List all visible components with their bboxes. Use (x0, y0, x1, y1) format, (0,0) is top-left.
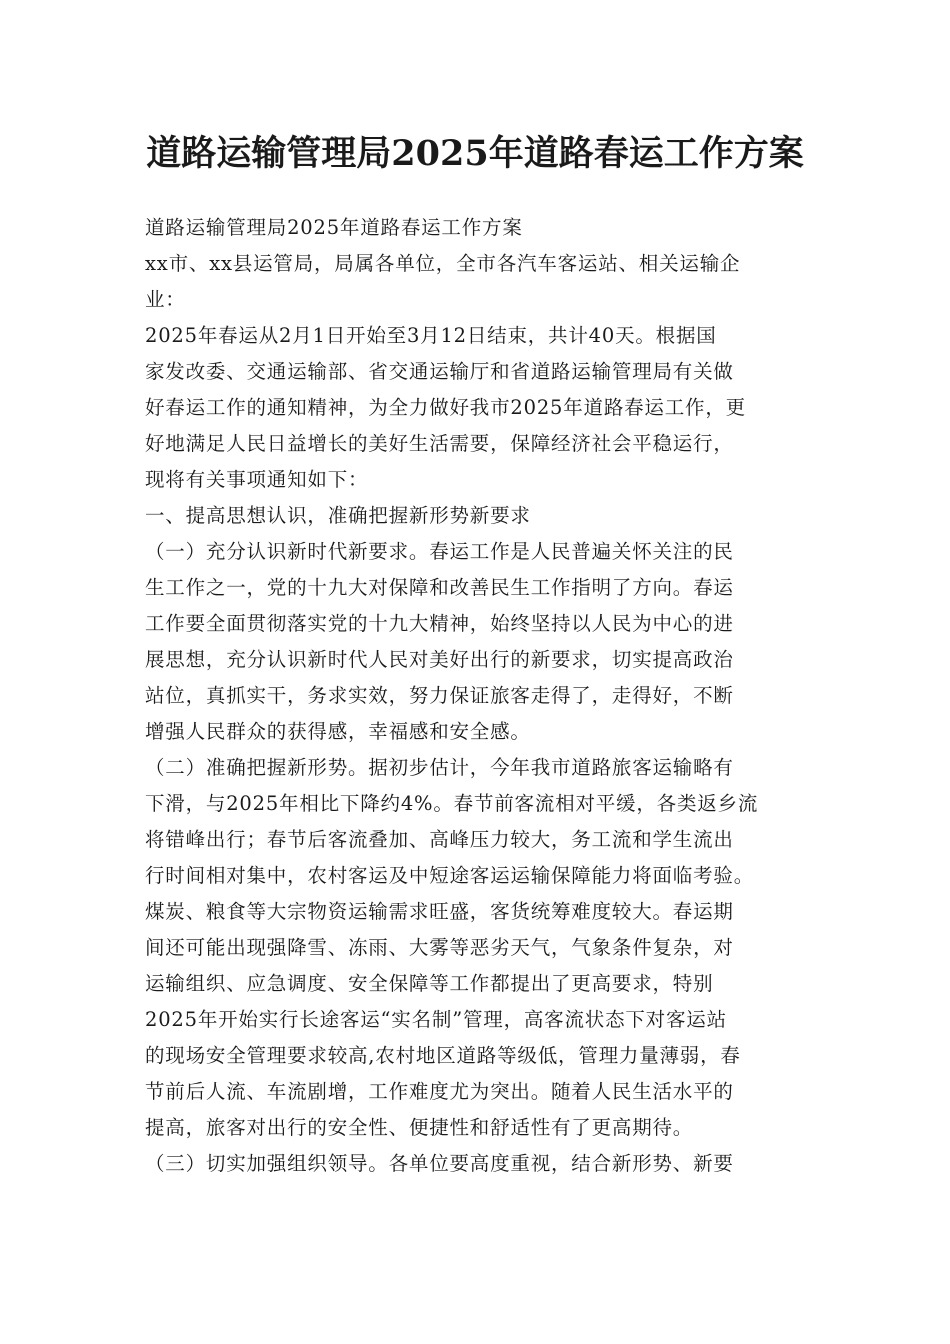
paragraph-line: 下滑，与2025年相比下降约4%。春节前客流相对平缓，各类返乡流 (145, 792, 759, 815)
addressee-line: xx市、xx县运管局，局属各单位，全市各汽车客运站、相关运输企 (145, 252, 741, 275)
paragraph-line: 煤炭、粮食等大宗物资运输需求旺盛，客货统筹难度较大。春运期 (145, 900, 734, 923)
section-heading: 一、提高思想认识，准确把握新形势新要求 (145, 504, 531, 527)
paragraph-line: 间还可能出现强降雪、冻雨、大雾等恶劣天气，气象条件复杂，对 (145, 936, 734, 959)
paragraph-line: 生工作之一，党的十九大对保障和改善民生工作指明了方向。春运 (145, 576, 734, 599)
paragraph-line: 提高，旅客对出行的安全性、便捷性和舒适性有了更高期待。 (145, 1116, 694, 1139)
paragraph-line: 站位，真抓实干，务求实效，努力保证旅客走得了，走得好，不断 (145, 684, 734, 707)
subtitle-line: 道路运输管理局2025年道路春运工作方案 (145, 216, 523, 239)
addressee-line: 业： (145, 288, 186, 311)
document-title: 道路运输管理局2025年道路春运工作方案 (146, 133, 804, 174)
document-body (145, 210, 810, 1182)
paragraph-line: （二）准确把握新形势。据初步估计，今年我市道路旅客运输略有 (145, 756, 734, 779)
paragraph-line: 家发改委、交通运输部、省交通运输厅和省道路运输管理局有关做 (145, 360, 734, 383)
paragraph-line: 现将有关事项通知如下： (145, 468, 369, 491)
paragraph-line: 节前后人流、车流剧增，工作难度尤为突出。随着人民生活水平的 (145, 1080, 734, 1103)
paragraph-line: 展思想，充分认识新时代人民对美好出行的新要求，切实提高政治 (145, 648, 734, 671)
paragraph-line: 将错峰出行；春节后客流叠加、高峰压力较大，务工流和学生流出 (145, 828, 734, 851)
paragraph-line: 工作要全面贯彻落实党的十九大精神，始终坚持以人民为中心的进 (145, 612, 734, 635)
paragraph-line: 的现场安全管理要求较高,农村地区道路等级低，管理力量薄弱，春 (145, 1044, 741, 1067)
paragraph-line: 行时间相对集中，农村客运及中短途客运运输保障能力将面临考验。 (145, 864, 755, 887)
paragraph-line: 2025年春运从2月1日开始至3月12日结束，共计40天。根据国 (145, 324, 717, 347)
paragraph-line: 2025年开始实行长途客运“实名制”管理，高客流状态下对客运站 (145, 1008, 727, 1031)
paragraph-line: 好春运工作的通知精神，为全力做好我市2025年道路春运工作，更 (145, 396, 746, 419)
paragraph-line: 运输组织、应急调度、安全保障等工作都提出了更高要求，特别 (145, 972, 714, 995)
paragraph-line: 增强人民群众的获得感，幸福感和安全感。 (145, 720, 531, 743)
paragraph-line: （三）切实加强组织领导。各单位要高度重视，结合新形势、新要 (145, 1152, 734, 1175)
paragraph-line: 好地满足人民日益增长的美好生活需要，保障经济社会平稳运行， (145, 432, 734, 455)
paragraph-line: （一）充分认识新时代新要求。春运工作是人民普遍关怀关注的民 (145, 540, 734, 563)
